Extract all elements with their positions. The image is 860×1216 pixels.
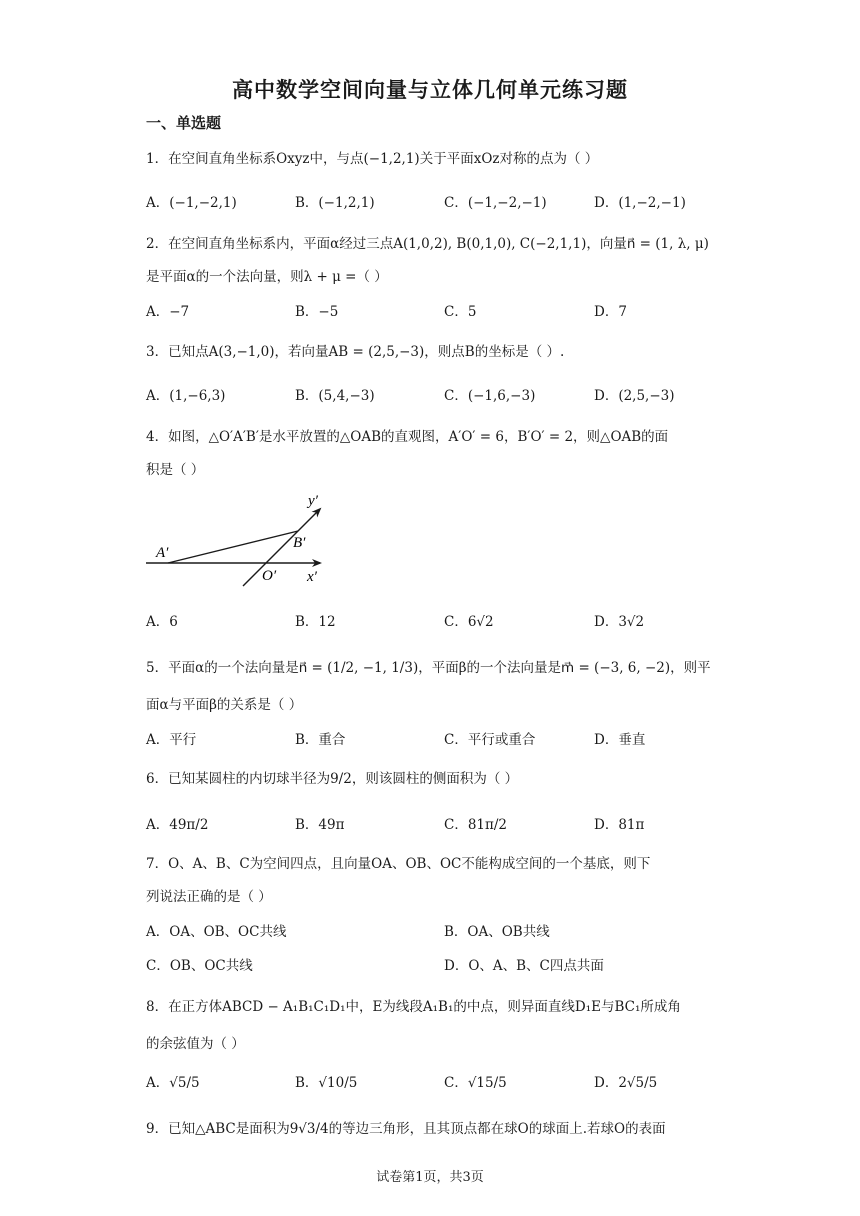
question-2-text-line1: 2．在空间直角坐标系内，平面α经过三点A(1,0,2), B(0,1,0), C(−2,1,1)，向量n⃗ = (1, λ, μ): [146, 236, 709, 252]
q3-option-d: D．(2,5,−3): [594, 388, 675, 404]
segment-a-b: [168, 531, 298, 563]
q1-option-d: D．(1,−2,−1): [594, 195, 686, 211]
q5-option-c: C．平行或重合: [444, 732, 536, 748]
question-2-text-line2: 是平面α的一个法向量，则λ + μ =（ ）: [146, 269, 388, 285]
page-title: 高中数学空间向量与立体几何单元练习题: [232, 78, 628, 102]
q2-option-d: D．7: [594, 304, 627, 320]
question-1-text: 1．在空间直角坐标系Oxyz中，与点(−1,2,1)关于平面xOz对称的点为（ ）: [146, 151, 599, 167]
q6-option-d: D．81π: [594, 817, 645, 833]
q2-option-c: C．5: [444, 304, 477, 320]
q5-option-b: B．重合: [295, 732, 346, 748]
label-o: O′: [262, 568, 277, 584]
q1-option-b: B．(−1,2,1): [295, 195, 375, 211]
question-6-text: 6．已知某圆柱的内切球半径为9/2，则该圆柱的侧面积为（ ）: [146, 771, 519, 787]
q1-option-c: C．(−1,−2,−1): [444, 195, 547, 211]
section-heading: 一、单选题: [146, 114, 222, 132]
q3-option-a: A．(1,−6,3): [146, 388, 226, 404]
q6-option-b: B．49π: [295, 817, 345, 833]
q7-option-d: D．O、A、B、C四点共面: [444, 958, 604, 974]
page-footer: 试卷第1页，共3页: [376, 1170, 484, 1185]
q3-option-c: C．(−1,6,−3): [444, 388, 536, 404]
q2-option-a: A．−7: [146, 304, 190, 320]
q7-option-c: C．OB、OC共线: [146, 958, 253, 974]
question-5-text-line2: 面α与平面β的关系是（ ）: [146, 697, 303, 713]
question-8-text-line1: 8．在正方体ABCD − A₁B₁C₁D₁中，E为线段A₁B₁的中点，则异面直线D₁E与BC₁所成角: [146, 999, 681, 1015]
label-x: x′: [307, 569, 317, 585]
label-b: B′: [293, 535, 306, 551]
q4-option-a: A．6: [146, 614, 178, 630]
q4-option-b: B．12: [295, 614, 336, 630]
question-7-text-line2: 列说法正确的是（ ）: [146, 889, 272, 905]
question-9-text: 9．已知△ABC是面积为9√3/4的等边三角形，且其顶点都在球O的球面上.若球O的表面: [146, 1121, 666, 1137]
q5-option-a: A．平行: [146, 732, 197, 748]
q8-option-c: C．√15/5: [444, 1075, 507, 1091]
q4-option-c: C．6√2: [444, 614, 494, 630]
q6-option-c: C．81π/2: [444, 817, 508, 833]
q7-option-b: B．OA、OB共线: [444, 924, 550, 940]
question-8-text-line2: 的余弦值为（ ）: [146, 1036, 245, 1052]
q8-option-a: A．√5/5: [146, 1075, 200, 1091]
question-4-text-line2: 积是（ ）: [146, 462, 205, 478]
question-5-text-line1: 5．平面α的一个法向量是n⃗ = (1/2, −1, 1/3)，平面β的一个法向量是m⃗ = (−3, 6, −2)，则平: [146, 660, 711, 676]
q2-option-b: B．−5: [295, 304, 339, 320]
question-3-text: 3．已知点A(3,−1,0)，若向量AB = (2,5,−3)，则点B的坐标是（ ）.: [146, 344, 565, 360]
q3-option-b: B．(5,4,−3): [295, 388, 375, 404]
q7-option-a: A．OA、OB、OC共线: [146, 924, 287, 940]
label-y: y′: [308, 493, 318, 509]
q6-option-a: A．49π/2: [146, 817, 209, 833]
question-7-text-line1: 7．O、A、B、C为空间四点，且向量OA、OB、OC不能构成空间的一个基底，则下: [146, 856, 651, 872]
q4-option-d: D．3√2: [594, 614, 645, 630]
label-a: A′: [156, 545, 169, 561]
q8-option-d: D．2√5/5: [594, 1075, 658, 1091]
q5-option-d: D．垂直: [594, 732, 646, 748]
q8-option-b: B．√10/5: [295, 1075, 358, 1091]
question-4-text-line1: 4．如图，△O′A′B′是水平放置的△OAB的直观图，A′O′ = 6，B′O′ = 2，则△OAB的面: [146, 429, 669, 445]
q1-option-a: A．(−1,−2,1): [146, 195, 237, 211]
oblique-drawing-figure: [140, 488, 340, 598]
